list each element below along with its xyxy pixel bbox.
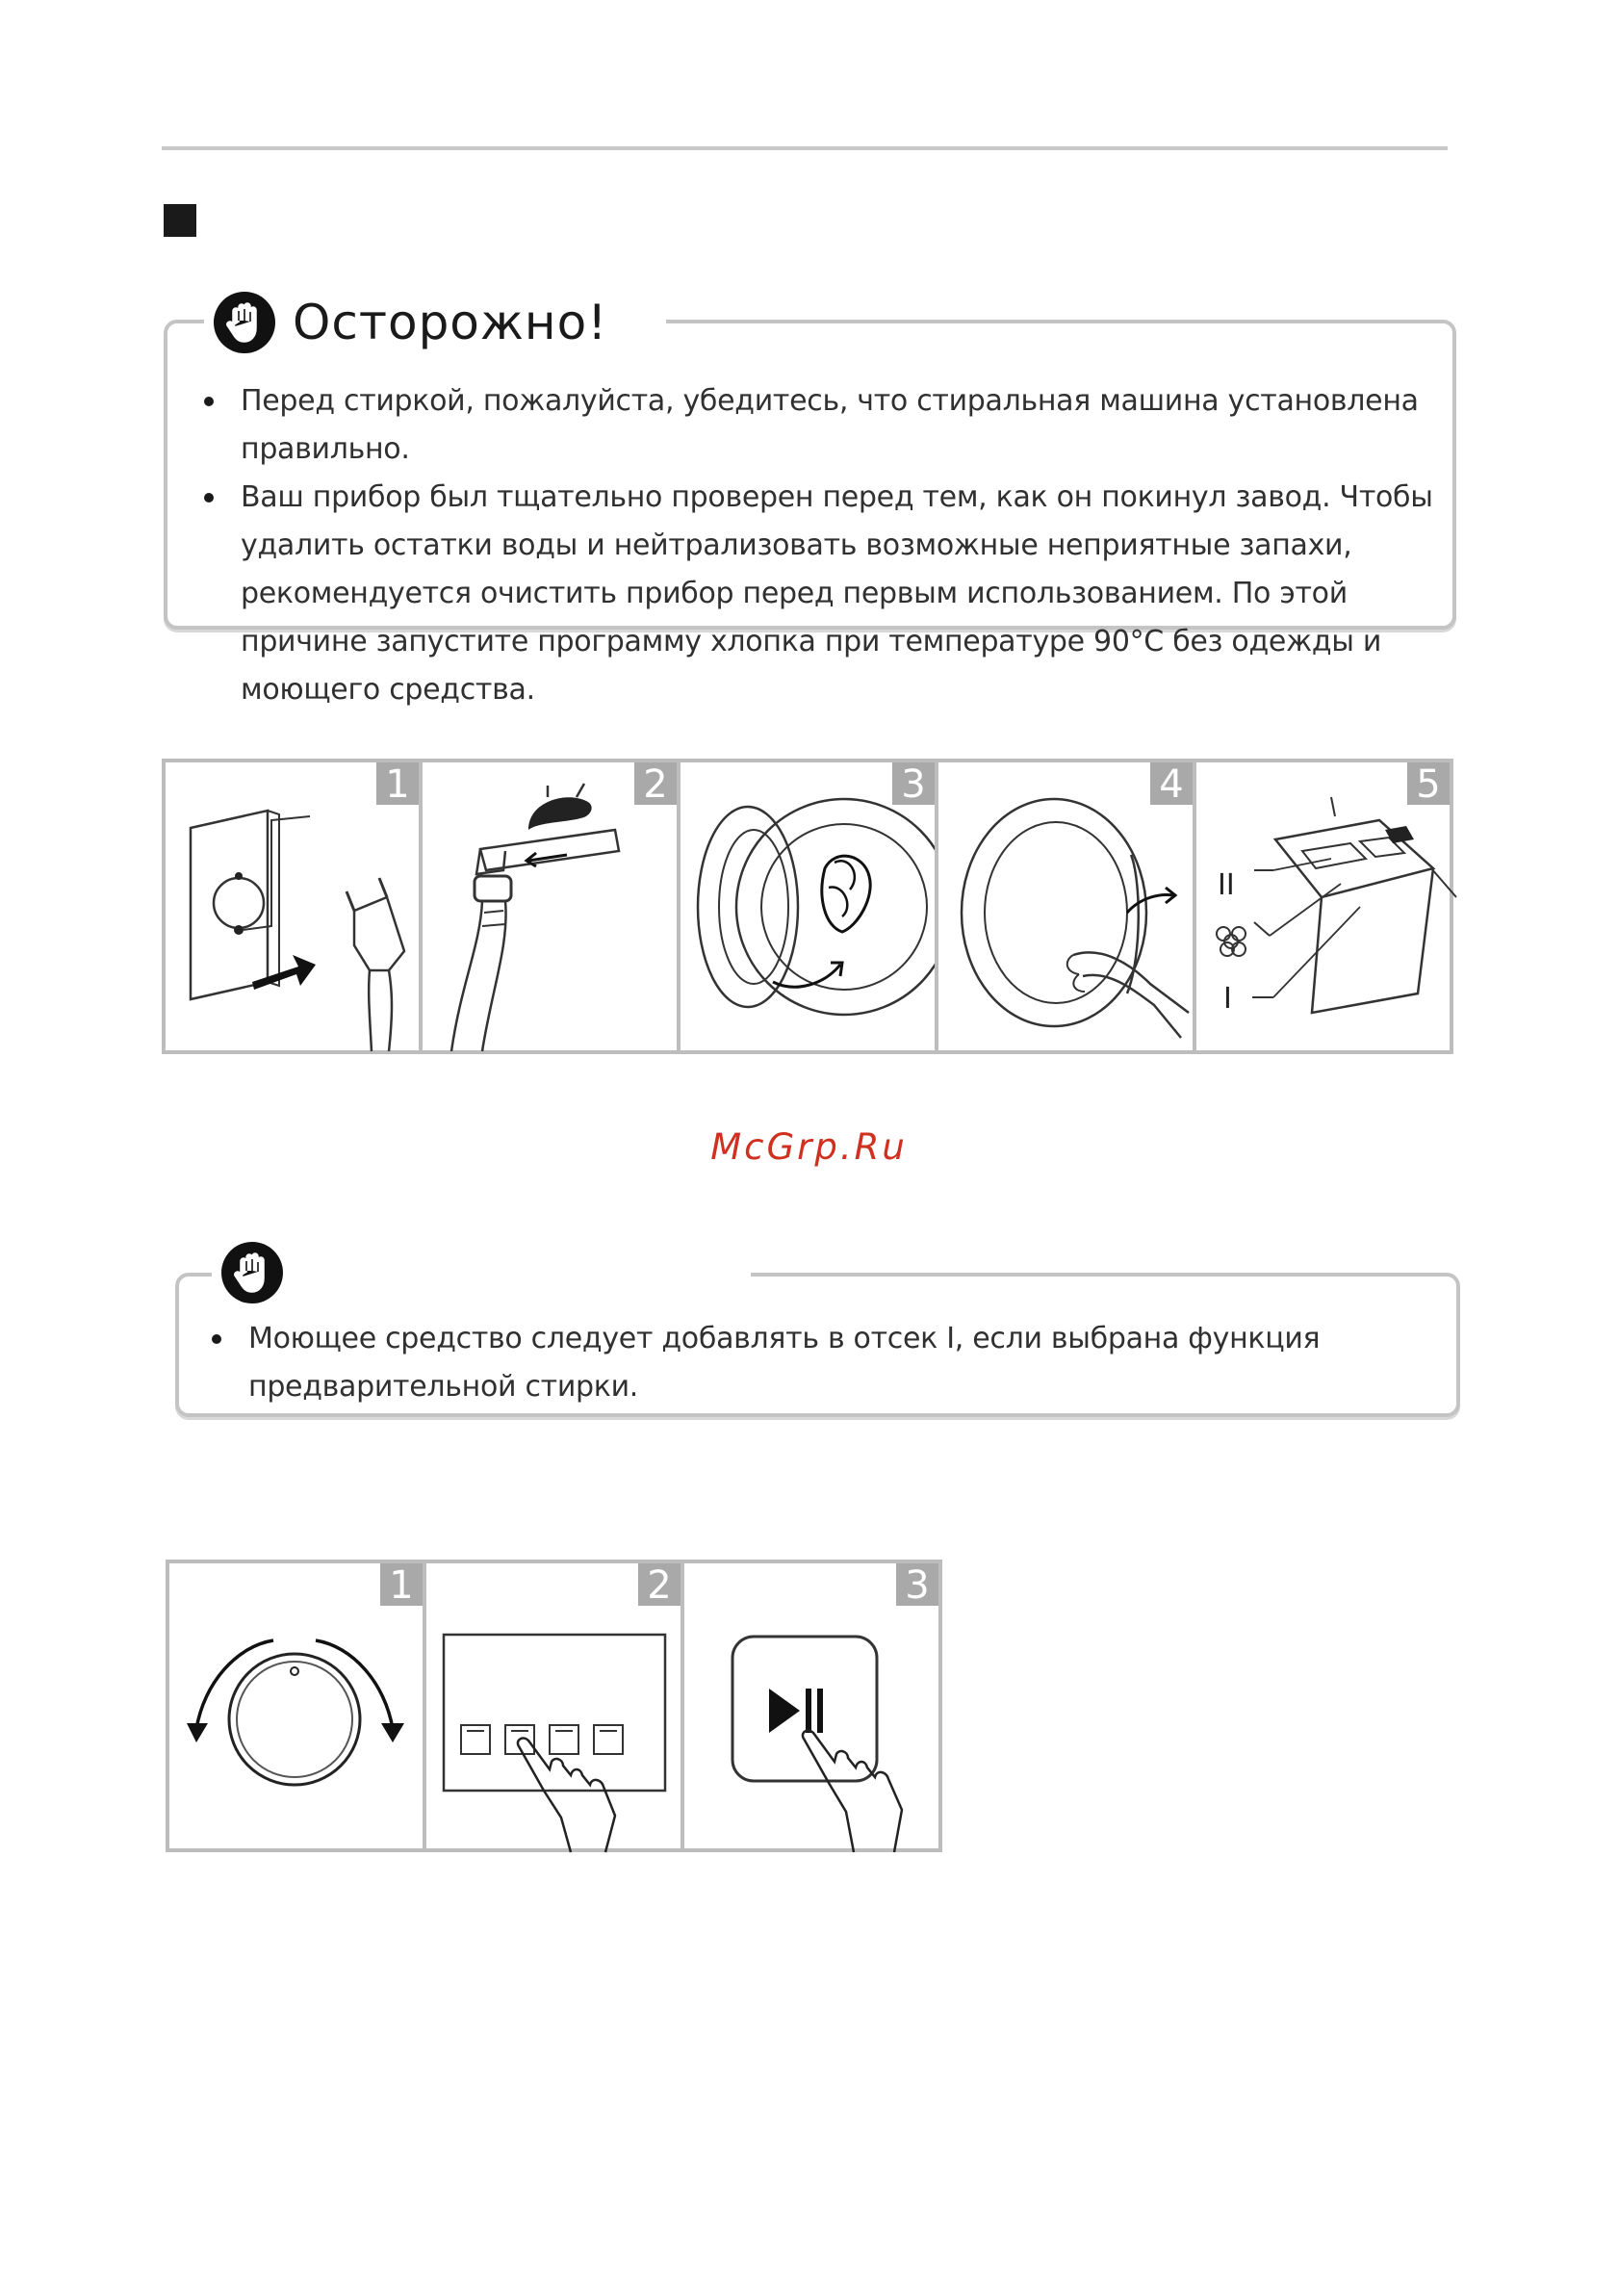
caution-box	[164, 320, 1456, 707]
caution-header	[204, 295, 666, 350]
prep-step-1	[162, 759, 423, 1054]
detergent-drawer-illustration	[1196, 762, 1457, 1058]
note-list	[204, 1315, 1446, 1411]
option-buttons-illustration	[426, 1563, 688, 1856]
compartment-i-label: I	[1223, 982, 1232, 1016]
caution-list	[196, 377, 1438, 714]
open-door-illustration	[681, 762, 942, 1058]
step-number: 2	[638, 1563, 681, 1606]
top-divider	[162, 146, 1448, 150]
tap-hose-illustration	[423, 762, 684, 1058]
program-knob-illustration	[169, 1563, 430, 1856]
compartment-ii-label: II	[1218, 868, 1235, 902]
prep-step-3	[677, 759, 938, 1054]
step-number: 5	[1407, 762, 1450, 805]
step-number: 1	[376, 762, 419, 805]
step-number: 4	[1150, 762, 1193, 805]
close-door-illustration	[938, 762, 1200, 1058]
step-number: 3	[896, 1563, 938, 1606]
step-number: 1	[380, 1563, 423, 1606]
hand-stop-icon	[221, 1242, 283, 1303]
hand-stop-icon	[214, 292, 275, 353]
prep-step-2	[419, 759, 681, 1054]
prep-step-4	[935, 759, 1196, 1054]
start-step-1	[166, 1560, 426, 1852]
caution-bullet-1: Перед стиркой, пожалуйста, убедитесь, что стиральная машина установлена правильно.	[196, 377, 1438, 474]
section-marker	[164, 204, 196, 237]
prep-steps-strip	[162, 759, 1450, 1054]
note-bullet-1: Моющее средство следует добавлять в отсек I, если выбрана функция предварительной стирки.	[204, 1315, 1446, 1411]
watermark-text: McGrp.Ru	[710, 1126, 908, 1168]
caution-bullet-2: Ваш прибор был тщательно проверен перед тем, как он покинул завод. Чтобы удалить остатки воды и нейтрализовать возможные неприятные запахи, рекомендуется очистить прибор перед первым использованием. По этой причине запустите программу хлопка при температуре 90°С без одежды и моющего средства.	[196, 474, 1438, 714]
step-number: 2	[634, 762, 677, 805]
start-step-2	[423, 1560, 684, 1852]
prep-step-5	[1193, 759, 1453, 1054]
step-number: 3	[892, 762, 935, 805]
start-steps-strip	[166, 1560, 938, 1852]
caution-title: Осторожно!	[293, 295, 608, 350]
socket-plug-illustration	[166, 762, 426, 1058]
note-header	[212, 1242, 751, 1303]
start-pause-button-illustration	[684, 1563, 946, 1856]
start-step-3	[681, 1560, 942, 1852]
